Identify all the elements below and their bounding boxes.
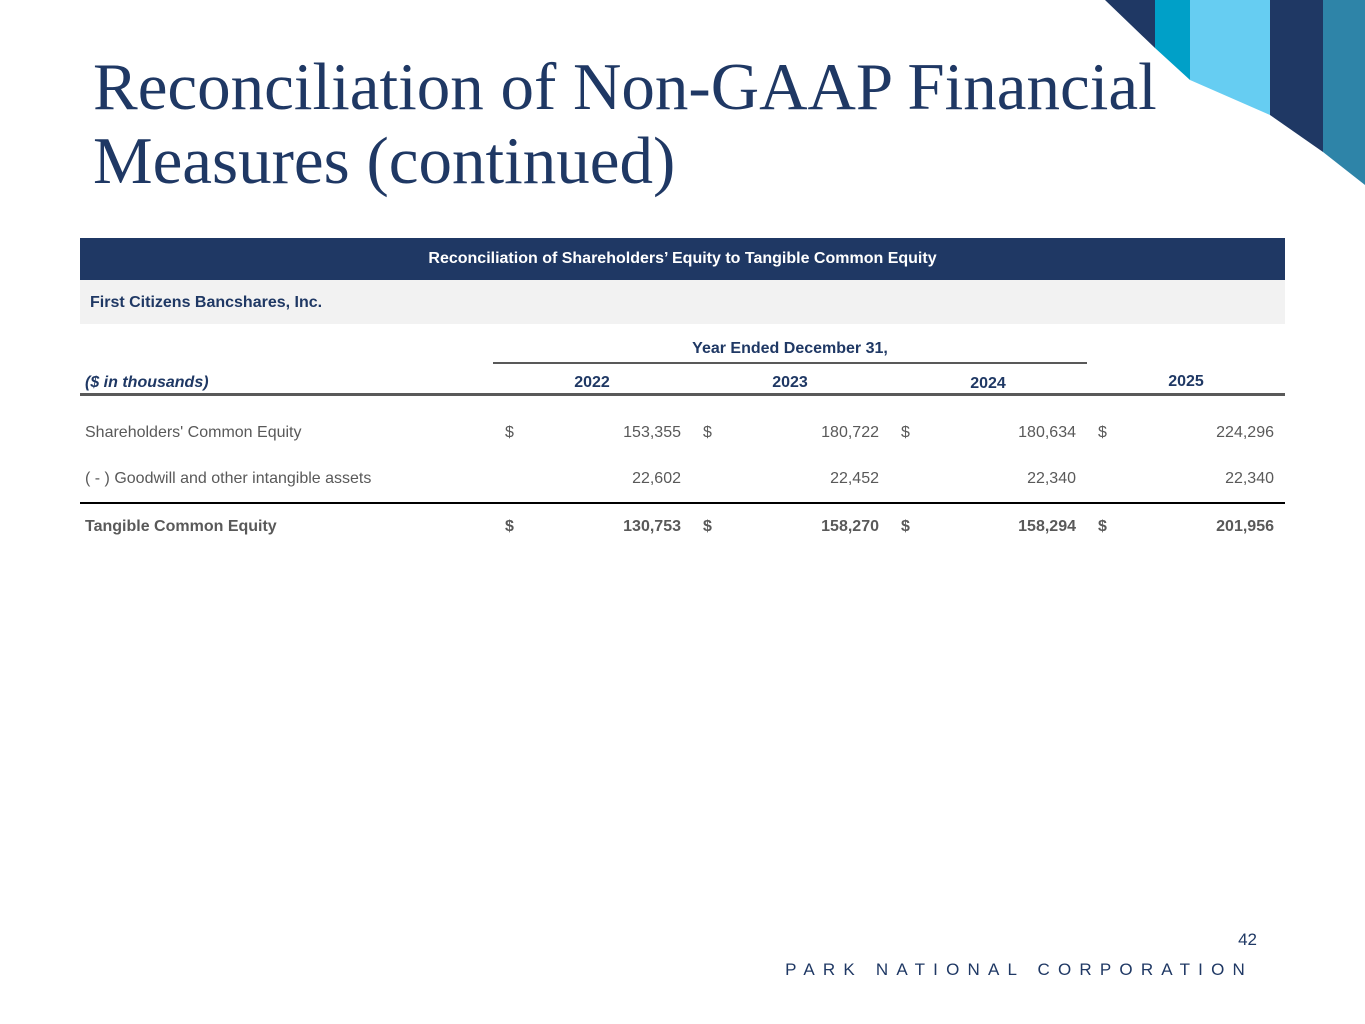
units-label: ($ in thousands) [85, 374, 209, 391]
year-2024: 2024 [970, 375, 1006, 392]
slide-title: Reconciliation of Non-GAAP Financial Measures (continued) [93, 50, 1157, 198]
value-2025: 224,296 [1216, 424, 1274, 441]
corner-teal-stripe [1323, 0, 1365, 185]
column-header [80, 324, 1285, 396]
currency-symbol: $ [703, 424, 712, 441]
value-2022: 22,602 [632, 470, 681, 487]
table-header: Reconciliation of Shareholders’ Equity to Tangible Common Equity [80, 238, 1285, 280]
table-row [80, 456, 1285, 502]
value-2023: 158,270 [821, 518, 879, 535]
currency-symbol: $ [1098, 424, 1107, 441]
value-2025: 201,956 [1216, 518, 1274, 535]
value-2024: 158,294 [1018, 518, 1076, 535]
company-name: First Citizens Bancshares, Inc. [80, 280, 1285, 324]
value-2024: 180,634 [1018, 424, 1076, 441]
currency-symbol: $ [505, 424, 514, 441]
row-label: Tangible Common Equity [85, 518, 277, 535]
row-label: Shareholders' Common Equity [85, 424, 302, 441]
currency-symbol: $ [901, 424, 910, 441]
year-2025: 2025 [1168, 373, 1204, 390]
value-2023: 22,452 [830, 470, 879, 487]
value-2022: 130,753 [623, 518, 681, 535]
value-2023: 180,722 [821, 424, 879, 441]
corner-navy-stripe [1270, 0, 1323, 152]
header-rule [80, 393, 1285, 396]
period-label: Year Ended December 31, [493, 340, 1087, 364]
reconciliation-table [80, 238, 1285, 550]
row-label: ( - ) Goodwill and other intangible assets [85, 470, 372, 487]
currency-symbol: $ [703, 518, 712, 535]
currency-symbol: $ [901, 518, 910, 535]
value-2022: 153,355 [623, 424, 681, 441]
year-2023: 2023 [772, 374, 808, 391]
value-2025: 22,340 [1225, 470, 1274, 487]
currency-symbol: $ [1098, 518, 1107, 535]
currency-symbol: $ [505, 518, 514, 535]
table-row [80, 410, 1285, 456]
corner-navy-left [1105, 0, 1155, 48]
page-number: 42 [1238, 930, 1257, 949]
value-2024: 22,340 [1027, 470, 1076, 487]
footer-company-name: PARK NATIONAL CORPORATION [785, 960, 1253, 979]
table-row-total [80, 502, 1285, 550]
year-2022: 2022 [574, 374, 610, 391]
